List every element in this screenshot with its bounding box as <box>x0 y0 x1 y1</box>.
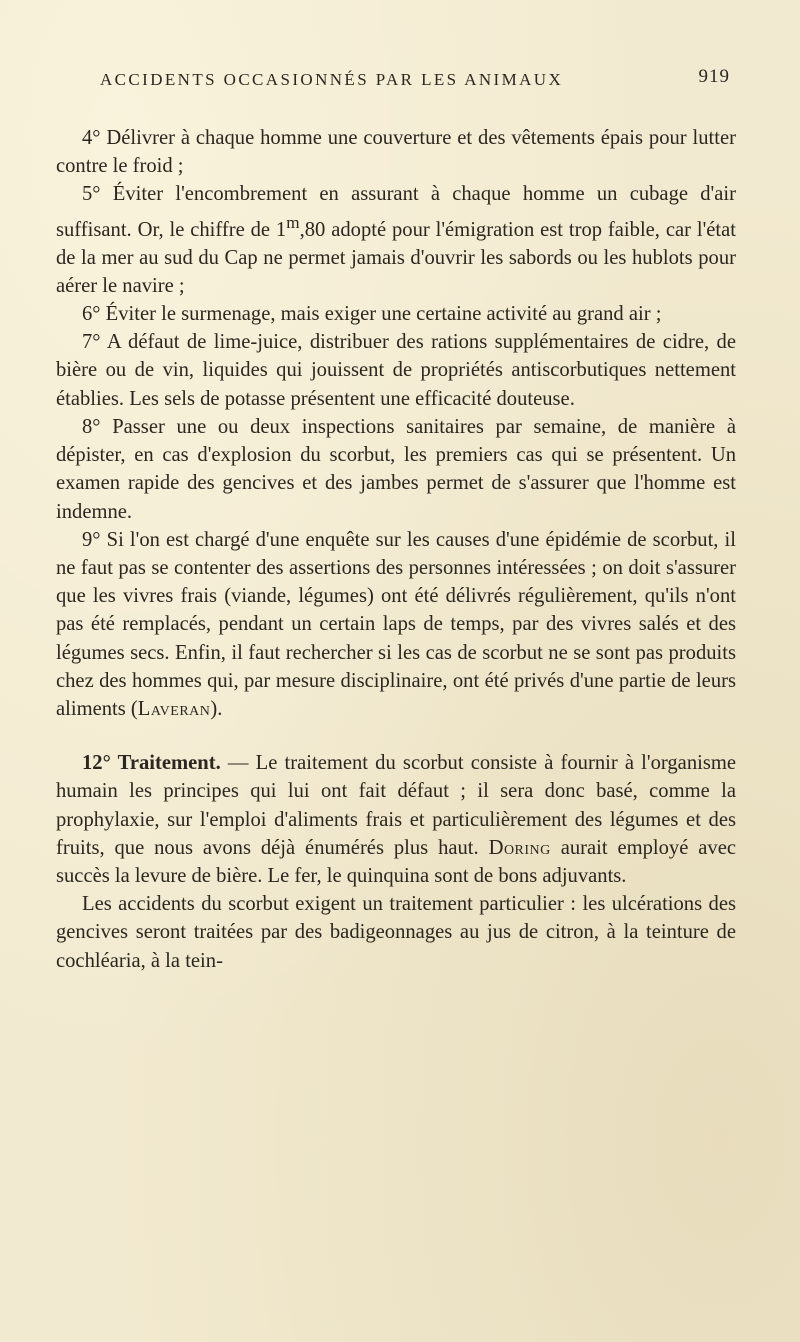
paragraph-section-12-b <box>56 890 736 975</box>
page-number: 919 <box>698 66 730 87</box>
unit-superscript: m <box>286 212 300 232</box>
paragraph-item-6 <box>56 300 736 328</box>
body-text <box>56 124 736 975</box>
paragraph-item-7 <box>56 328 736 413</box>
section-12-text-start: — Le traitement du scorbut consiste à fournir à l'organisme humain les principes qui lui ont fait défaut ; il sera donc basé, comme la prophylaxie, sur l'emploi d'aliments frais et particulièrement des légumes et des fruits, que nous avons déjà énumérés plus haut. <box>56 752 737 859</box>
page-header <box>100 66 730 96</box>
item-4-text: 4° Délivrer à chaque homme une couverture et des vêtements épais pour lutter contre le froid ; <box>56 127 736 178</box>
section-12-paragraph-2: Les accidents du scorbut exigent un traitement particulier : les ulcérations des gencives seront traitées par des badigeonnages au jus de citron, à la teinture de cochléaria, à la tein- <box>56 893 736 972</box>
section-12-heading: 12° Traitement. <box>82 752 221 775</box>
item-5-text-end: ,80 adopté pour l'émigration est trop faible, car l'état de la mer au sud du Cap ne permet jamais d'ouvrir les sabords ou les hublots pour aérer le navire ; <box>56 218 736 297</box>
paragraph-item-8 <box>56 413 736 526</box>
item-9-end: ). <box>210 697 223 720</box>
item-7-text: 7° A défaut de lime-juice, distribuer des rations supplémentaires de cidre, de bière ou de vin, liquides qui jouissent de propriétés antiscorbutiques nettement établies. Les sels de potasse présentent une efficacité douteuse. <box>56 331 736 410</box>
author-laveran: Laveran <box>137 697 211 720</box>
running-title: ACCIDENTS OCCASIONNÉS PAR LES ANIMAUX <box>100 70 564 89</box>
item-8-text: 8° Passer une ou deux inspections sanitaires par semaine, de manière à dépister, en cas d'explosion du scorbut, les premiers cas qui se présentent. Un examen rapide des gencives et des jambes permet de s'assurer que l'homme est indemne. <box>56 415 736 523</box>
paragraph-item-5 <box>56 180 736 300</box>
section-12-text-end: aurait employé avec succès la levure de bière. Le fer, le quinquina sont de bons adjuvants. <box>56 836 736 887</box>
paragraph-section-12 <box>56 749 736 890</box>
item-9-text: 9° Si l'on est chargé d'une enquête sur les causes d'une épidémie de scorbut, il ne faut pas se contenter des assertions des personnes intéressées ; on doit s'assurer que les vivres frais (viande, légumes) ont été délivrés régulièrement, qu'ils n'ont pas été remplacés, pendant un certain laps de temps, par des vivres salés et des légumes secs. Enfin, il faut rechercher si les cas de scorbut ne se sont pas produits chez des hommes qui, par mesure disciplinaire, ont été privés d'une partie de leurs aliments ( <box>56 528 736 720</box>
author-doring: Doring <box>488 836 551 859</box>
item-5-text-start: 5° Éviter l'encombrement en assurant à chaque homme un cubage d'air suffisant. Or, le chiffre de 1 <box>56 183 736 241</box>
item-6-text: 6° Éviter le surmenage, mais exiger une certaine activité au grand air ; <box>82 303 662 326</box>
paragraph-item-4 <box>56 124 736 180</box>
paragraph-item-9 <box>56 526 736 723</box>
